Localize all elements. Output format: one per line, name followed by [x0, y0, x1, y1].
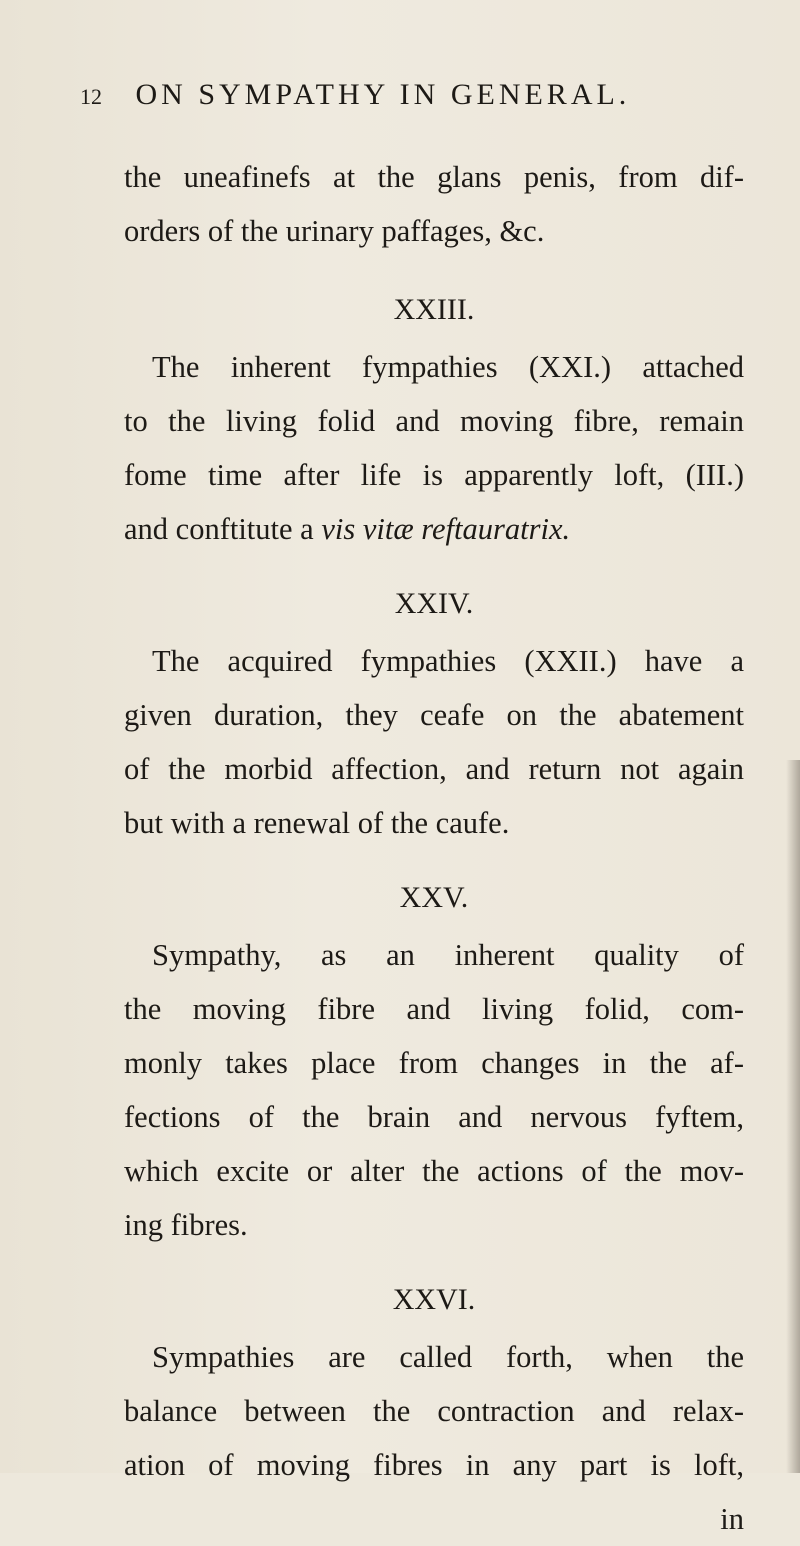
paragraph-line: given duration, they ceafe on the abatement: [124, 698, 744, 732]
running-title: ON SYMPATHY IN GENERAL.: [135, 78, 631, 111]
paragraph-line: [124, 502, 744, 556]
paragraph-line: The inherent fympathies (XXI.) attached: [152, 350, 744, 384]
paragraph-line: of the morbid affection, and return not again: [124, 752, 744, 786]
paragraph-line: balance between the contraction and relax-: [124, 1394, 744, 1428]
paragraph-line: fome time after life is apparently loft, (III.): [124, 458, 744, 492]
section-numeral: XXVI.: [392, 1283, 476, 1316]
paragraph-line: fections of the brain and nervous fyftem,: [124, 1100, 744, 1134]
section-numeral: XXIII.: [393, 293, 475, 326]
paragraph-line: Sympathy, as an inherent quality of: [152, 938, 744, 972]
paragraph-line: Sympathies are called forth, when the: [152, 1340, 744, 1374]
paragraph-line: monly takes place from changes in the af-: [124, 1046, 744, 1080]
paragraph-line: ing fibres.: [124, 1208, 248, 1242]
intro-line: orders of the urinary paffages, &c.: [124, 214, 545, 248]
paragraph-line: to the living folid and moving fibre, remain: [124, 404, 744, 438]
paragraph-line: which excite or alter the actions of the mov-: [124, 1154, 744, 1188]
page-number: 12: [80, 84, 102, 109]
body-text: [124, 150, 744, 1546]
paragraph-line: The acquired fympathies (XXII.) have a: [152, 644, 744, 678]
catchword: in: [720, 1502, 744, 1536]
line-text: and conftitute a: [124, 512, 322, 546]
section-numeral: XXIV.: [394, 587, 474, 620]
section-numeral: XXV.: [399, 881, 469, 914]
latin-phrase: vis vitæ reftauratrix.: [321, 512, 571, 546]
intro-line: the uneafinefs at the glans penis, from dif-: [124, 160, 744, 194]
paragraph-line: but with a renewal of the caufe.: [124, 806, 510, 840]
running-head: [80, 78, 760, 112]
paragraph-line: the moving fibre and living folid, com-: [124, 992, 744, 1026]
page-edge-shadow: [786, 760, 800, 1473]
paragraph-line: ation of moving fibres in any part is loft,: [124, 1448, 744, 1482]
